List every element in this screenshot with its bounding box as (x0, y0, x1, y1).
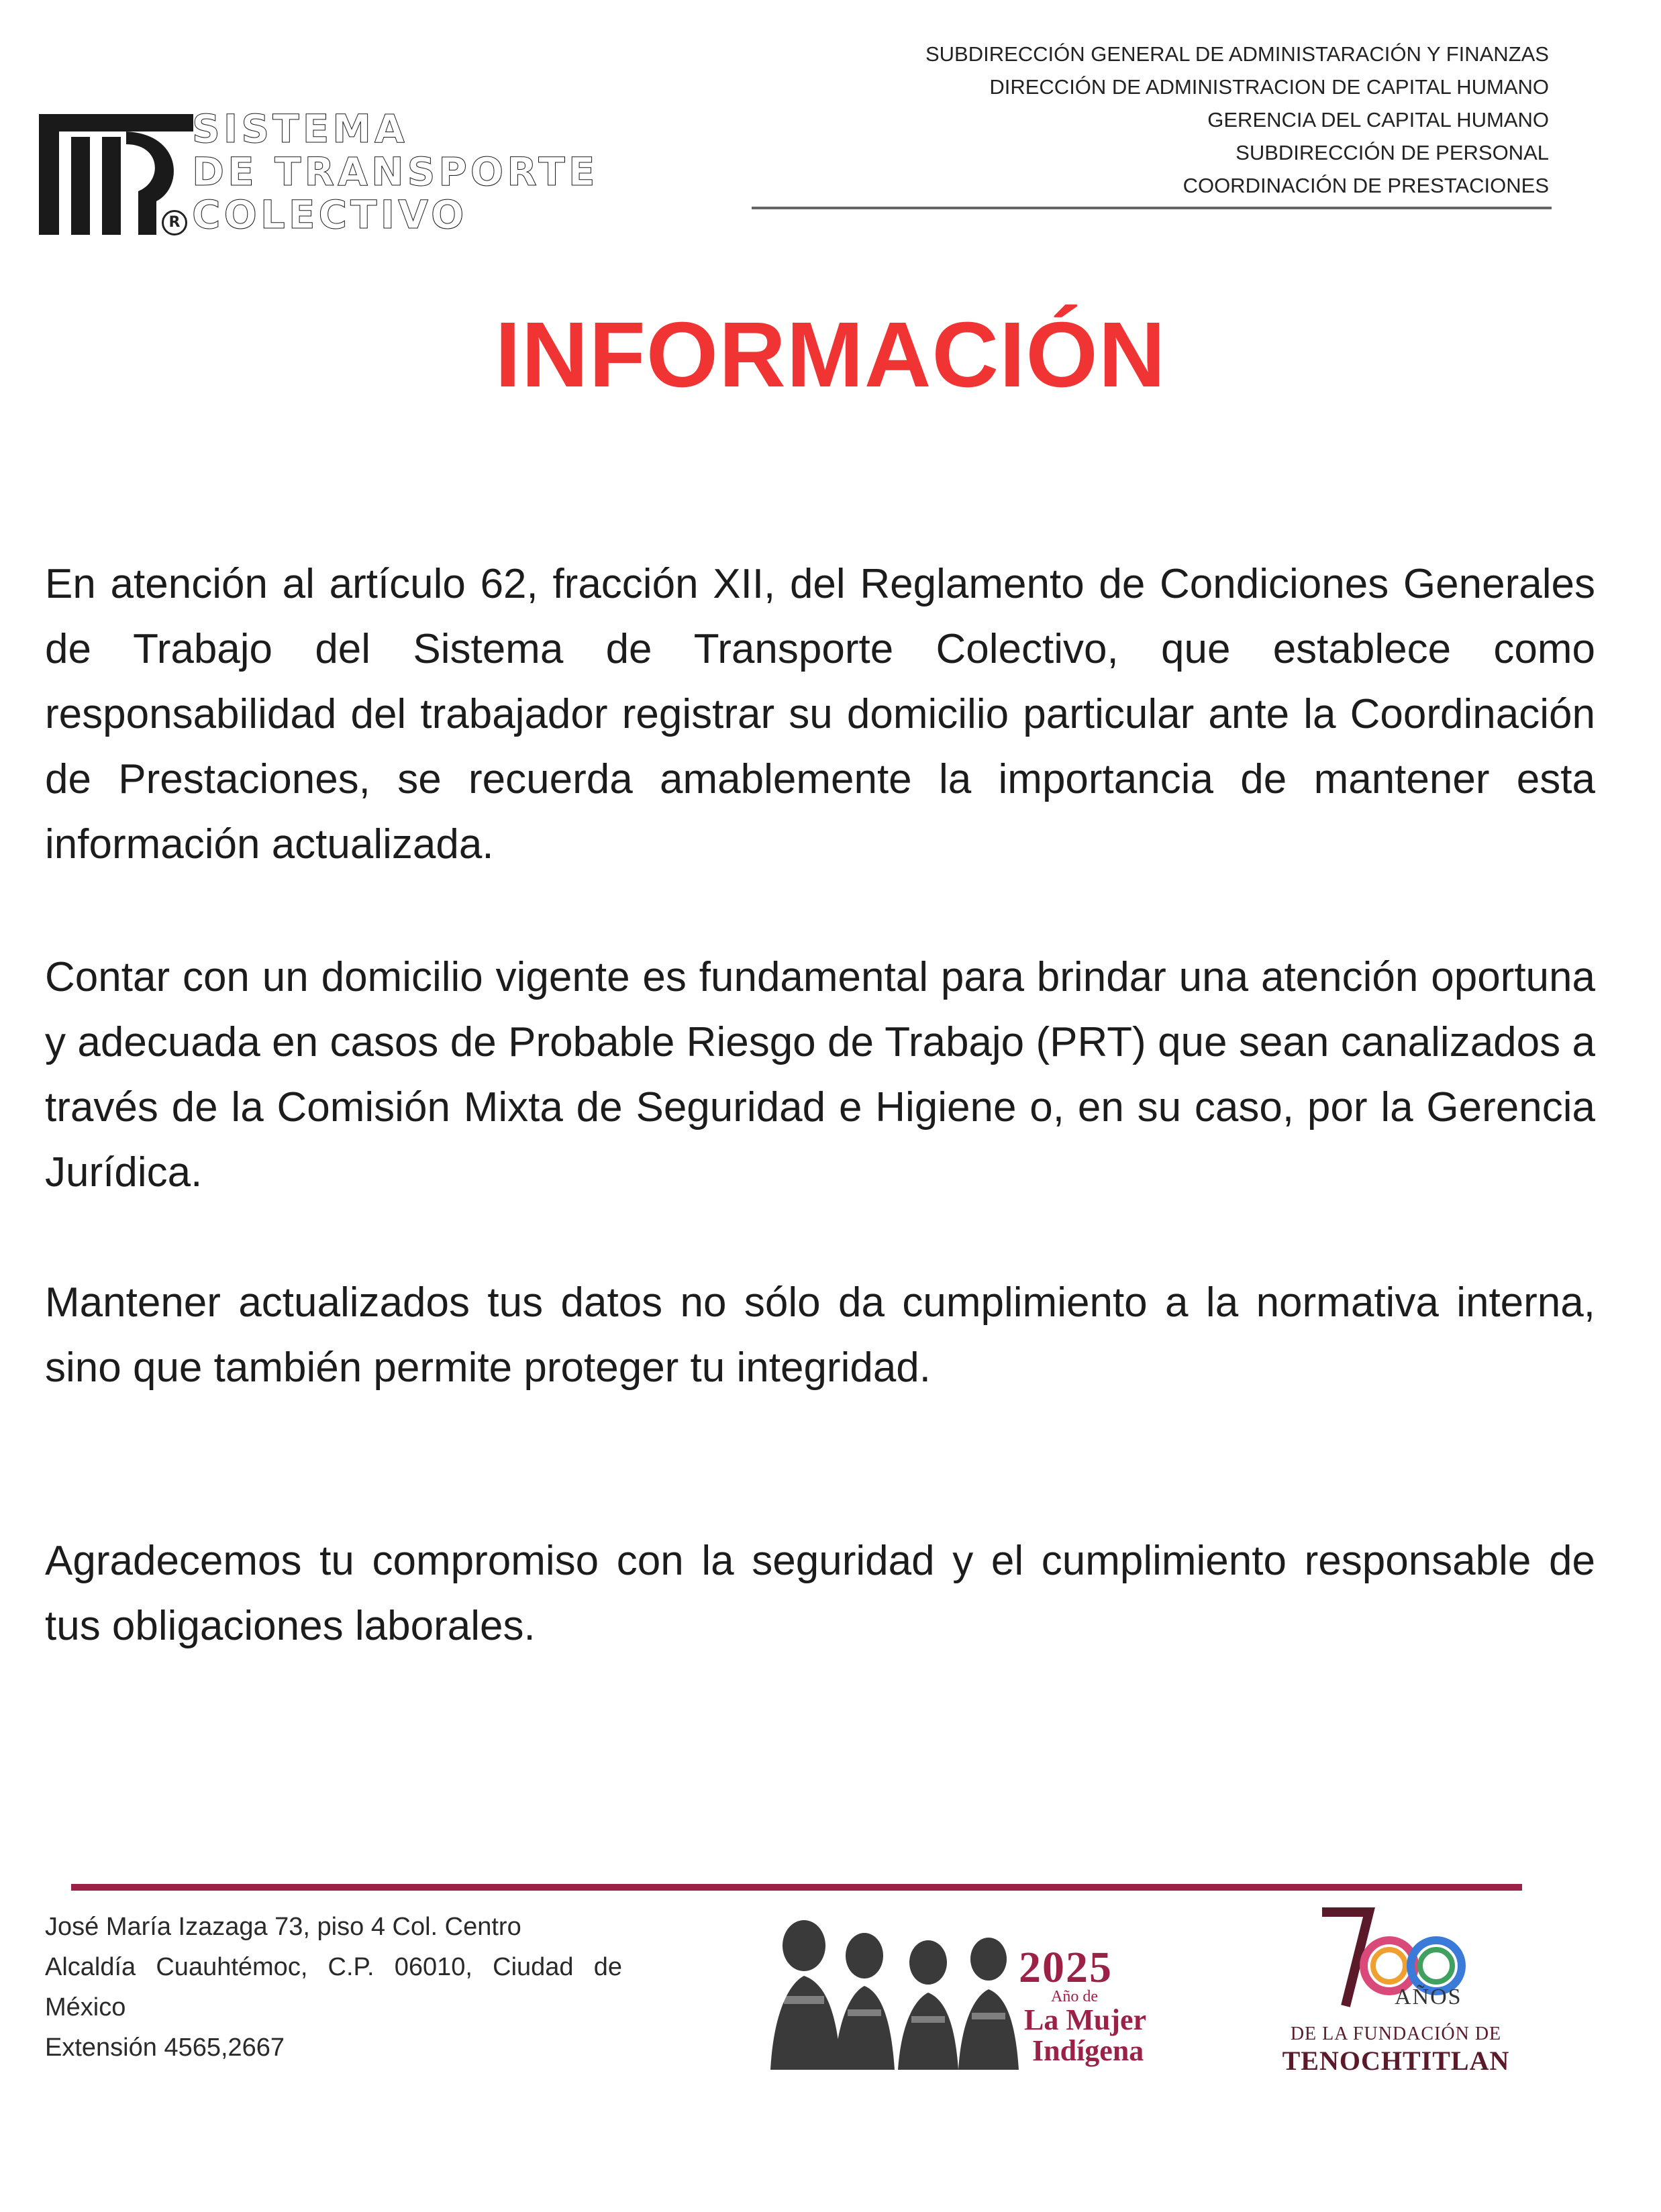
paragraph-3: Mantener actualizados tus datos no sólo da cumplimiento a la normativa interna, sino que también permite proteger tu integridad. (45, 1279, 1595, 1391)
address-line: Alcaldía Cuauhtémoc, C.P. 06010, Ciudad de México (45, 1953, 622, 2021)
indigenous-women-illustration-icon (757, 1909, 1046, 2070)
header-divider (752, 207, 1552, 209)
anios-line-2: TENOCHTITLAN (1282, 2046, 1510, 2076)
mujer-line-1: La Mujer (1024, 2003, 1147, 2036)
logo-line-2: DE TRANSPORTE (192, 149, 599, 195)
logo-line-3: COLECTIVO (192, 192, 468, 238)
registered-mark: R (162, 210, 187, 235)
address-line: Extensión 4565,2667 (45, 2034, 285, 2062)
department-line: SUBDIRECCIÓN GENERAL DE ADMINISTARACIÓN Y FINANZAS (925, 42, 1549, 66)
mujer-small-text: Año de (1051, 1988, 1098, 2005)
700-anios-logo (1275, 1905, 1517, 2080)
footer-divider (71, 1884, 1522, 1891)
department-line: SUBDIRECCIÓN DE PERSONAL (1236, 141, 1549, 164)
page-title: INFORMACIÓN (495, 303, 1166, 407)
department-line: COORDINACIÓN DE PRESTACIONES (1182, 174, 1549, 197)
paragraph-1: En atención al artículo 62, fracción XII, del Reglamento de Condiciones Generales de Trabajo del Sistema de Transporte Colectivo, que establece como responsabilidad del trabajador registrar su domicilio particular ante la Coordinación de Prestaciones, se recuerda amablemente la importancia de mantener esta información actualizada. (45, 561, 1595, 867)
mujer-line-2: Indígena (1032, 2034, 1144, 2067)
anios-line-1: DE LA FUNDACIÓN DE (1290, 2023, 1502, 2044)
department-block (925, 38, 1549, 202)
mujer-year: 2025 (1019, 1943, 1113, 1992)
paragraph-2: Contar con un domicilio vigente es fundamental para brindar una atención oportuna y adecuada en casos de Probable Riesgo de Trabajo (PRT) que sean canalizados a través de la Comisión Mixta de Seguridad e Higiene o, en su caso, por la Gerencia Jurídica. (45, 954, 1595, 1196)
department-line: DIRECCIÓN DE ADMINISTRACION DE CAPITAL HUMANO (989, 75, 1549, 99)
department-line: GERENCIA DEL CAPITAL HUMANO (1207, 108, 1549, 131)
paragraph-4: Agradecemos tu compromiso con la seguridad y el cumplimiento responsable de tus obligaciones laborales. (45, 1538, 1595, 1649)
address-line: José María Izazaga 73, piso 4 Col. Centro (45, 1913, 521, 1941)
footer-address (45, 1907, 622, 2068)
mujer-indigena-logo (750, 1909, 1153, 2070)
anios-word: AÑOS (1395, 1985, 1462, 2009)
logo-line-1: SISTEMA (192, 106, 408, 152)
stc-logo (39, 106, 599, 242)
